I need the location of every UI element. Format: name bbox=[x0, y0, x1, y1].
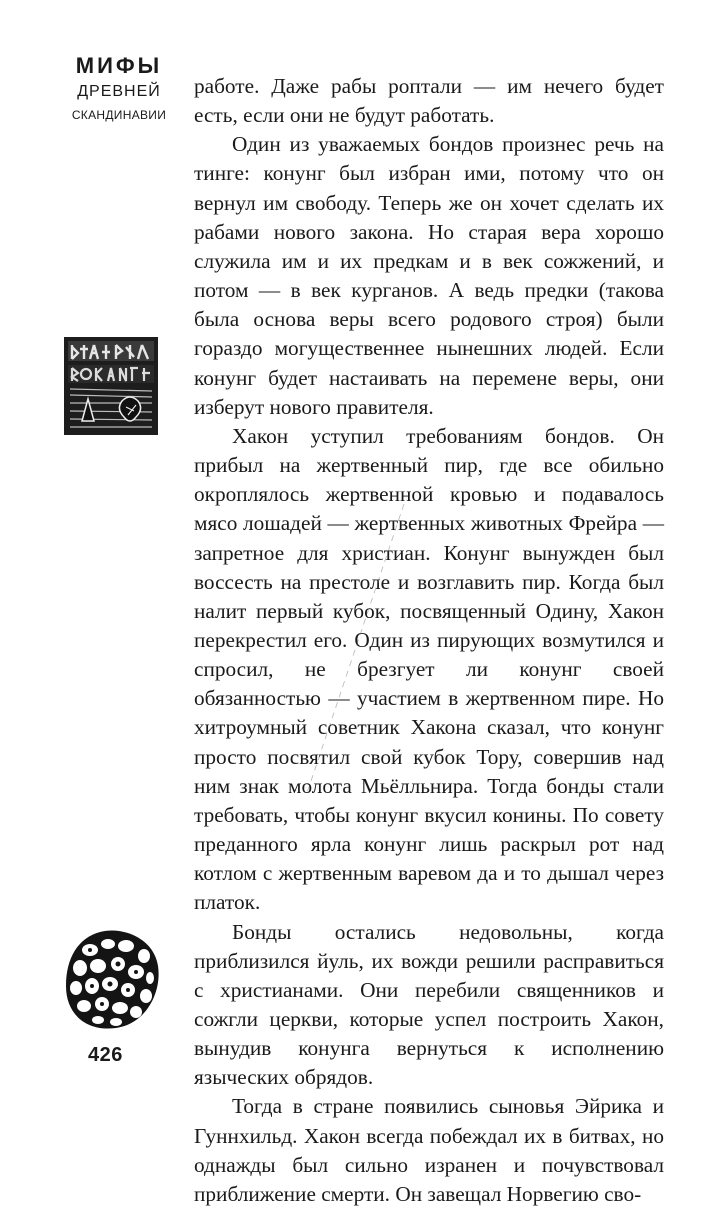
shell-ornament-illustration bbox=[62, 928, 162, 1032]
paragraph-3: Хакон уступил требованиям бондов. Он прибыл на жертвенный пир, где все обильно окроплялось жертвенной кровью и подавалось мясо лошадей — жертвенных животных Фрейра — запретное для христиан. Конунг вынужден был воссесть на престоле и возглавить пир. Когда был налит первый кубок, посвященный Одину, Хакон перекрестил его. Один из пирующих возмутился и спросил, не брезгует ли конунг своей обязанностью — участием в жертвенном пире. Но хитроумный советник Хакона сказал, что конунг просто посвятил свой кубок Тору, совершив над ним знак молота Мьёлльнира. Тогда бонды стали требовать, чтобы конунг вкусил конины. По совету преданного ярла конунг лишь раскрыл рот над котлом с жертвенным варевом да и то дышал через платок. bbox=[194, 423, 664, 915]
header-line-scandinavia: СКАНДИНАВИИ bbox=[71, 108, 167, 122]
paragraph-2: Один из уважаемых бондов произнес речь на тинге: конунг был избран ими, потому что он вернул им свободу. Теперь же он хочет сделать их рабами нового закона. Но старая вера хорошо служила им и их предкам и в век сожжений, и потом — в век курганов. А ведь предки (такова была основа веры всего родового строя) были гораздо могущественнее нынешних людей. Если конунг будет настаивать на перемене веры, они изберут нового правителя. bbox=[194, 132, 664, 419]
paragraph-1: работе. Даже рабы роптали — им нечего будет есть, если они не будут работать. bbox=[194, 74, 664, 128]
body-text bbox=[194, 72, 664, 1209]
runic-carving-illustration bbox=[64, 337, 158, 435]
header-line-ancient: ДРЕВНЕЙ bbox=[77, 83, 161, 100]
running-header bbox=[64, 52, 174, 126]
header-line-myths: МИФЫ bbox=[75, 53, 163, 78]
page-number: 426 bbox=[88, 1044, 123, 1066]
paragraph-5: Тогда в стране появились сыновья Эйрика и Гуннхильд. Хакон всегда побеждал их в битвах, но однажды был сильно изранен и почувствовал приближение смерти. Он завещал Норвегию сво- bbox=[194, 1094, 664, 1206]
paragraph-4: Бонды остались недовольны, когда приблизился йуль, их вожди решили расправиться с христианами. Они перебили священников и сожгли церкви, которые успел построить Хакон, вынудив конунга вернуться к исполнению языческих обрядов. bbox=[194, 919, 664, 1090]
